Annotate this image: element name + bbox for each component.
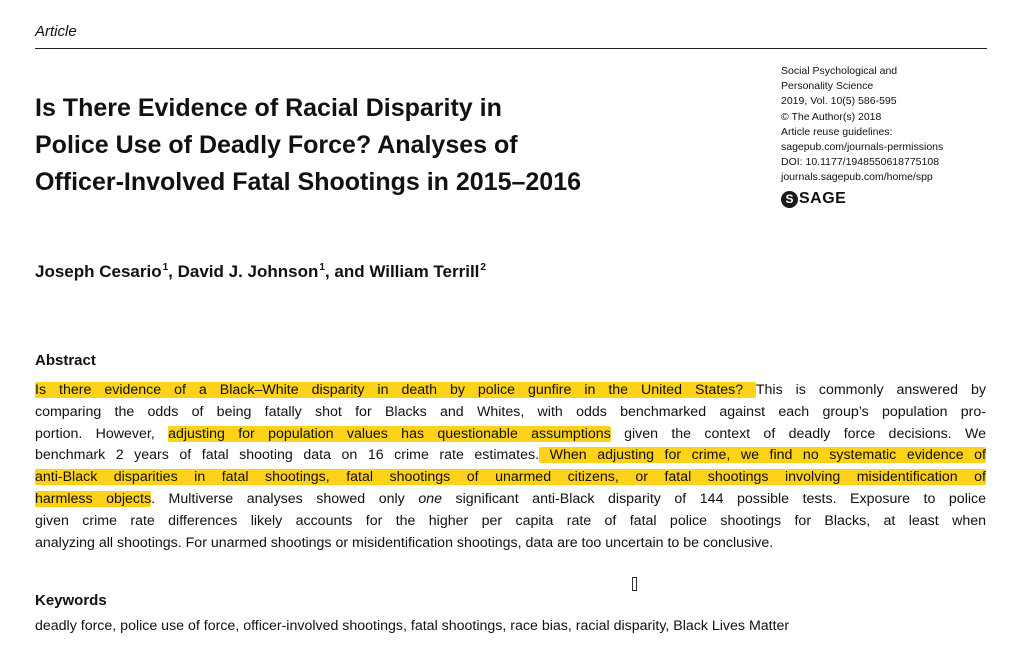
title-line: Officer-Involved Fatal Shootings in 2015–2016: [35, 168, 582, 196]
abstract-line: [35, 445, 986, 467]
journal-info-line: sagepub.com/journals-permissions: [781, 141, 944, 154]
journal-info-line: Article reuse guidelines:: [781, 125, 893, 138]
author-name: David J. Johnson: [177, 262, 319, 281]
abstract-line: [35, 467, 986, 489]
highlighted-text: Is there evidence of a Black–White disparity in death by police gunfire in the United States?: [35, 382, 756, 398]
sage-logo-word: SAGE: [799, 190, 847, 207]
abstract-text: given the context of deadly force decisions. We: [610, 425, 986, 442]
author-list: [35, 262, 486, 282]
abstract-text: given crime rate differences likely accounts for the higher per capita rate of fatal police shootings for Blacks, at least when: [35, 512, 986, 529]
author-separator: , and: [324, 262, 370, 281]
journal-info-line: journals.sagepub.com/home/spp: [781, 171, 933, 184]
abstract-body[interactable]: [35, 380, 986, 554]
abstract-text: analyzing all shootings. For unarmed shootings or misidentification shootings, data are too uncertain to be conclusive.: [35, 534, 774, 551]
journal-info-line: Social Psychological and: [781, 65, 898, 77]
text-cursor-icon: [632, 577, 637, 591]
author-name: Joseph Cesario: [35, 262, 162, 281]
title-line: Police Use of Deadly Force? Analyses of: [35, 131, 518, 159]
header-rule: [35, 48, 987, 49]
abstract-text: comparing the odds of being fatally shot for Blacks and Whites, with odds benchmarked against each group’s population pro-: [35, 403, 986, 420]
journal-info-line: Personality Science: [781, 80, 874, 93]
highlighted-text: adjusting for population values has questionable assumptions: [168, 425, 611, 442]
journal-info-line: © The Author(s) 2018: [781, 110, 882, 123]
author-affiliation: 2: [480, 262, 486, 273]
abstract-text: significant anti-Black disparity of 144 possible tests. Exposure to police: [442, 490, 986, 507]
highlighted-text: When adjusting for crime, we find no systematic evidence of: [539, 447, 986, 464]
journal-info-line: DOI: 10.1177/1948550618775108: [781, 156, 940, 169]
highlighted-text: harmless objects: [35, 490, 152, 507]
author-affiliation: 1: [319, 262, 325, 273]
abstract-heading: Abstract: [35, 352, 96, 369]
journal-info: [781, 64, 996, 186]
author-affiliation: 1: [162, 262, 169, 273]
keywords-heading: Keywords: [35, 592, 107, 609]
abstract-line: [35, 489, 986, 511]
abstract-text: portion. However,: [35, 425, 169, 442]
abstract-line: [35, 511, 986, 533]
abstract-text: one: [418, 490, 442, 507]
article-type-label: Article: [35, 23, 77, 40]
abstract-text: benchmark 2 years of fatal shooting data on 16 crime rate estimates.: [35, 447, 540, 464]
abstract-text: This is commonly answered by: [755, 382, 986, 398]
article-title: [35, 90, 755, 201]
abstract-line: [35, 533, 986, 555]
abstract-line: [35, 424, 986, 446]
sage-logo: [781, 190, 846, 208]
highlighted-text: anti-Black disparities in fatal shootings, fatal shootings of unarmed citizens, or fatal shootings involving misidentification of: [35, 469, 986, 486]
author-separator: ,: [168, 262, 178, 281]
abstract-text: . Multiverse analyses showed only: [151, 490, 419, 507]
abstract-line: [35, 380, 986, 402]
author-name: William Terrill: [369, 262, 480, 281]
title-line: Is There Evidence of Racial Disparity in: [35, 94, 502, 122]
sage-logo-icon: S: [781, 191, 798, 208]
journal-info-line: 2019, Vol. 10(5) 586-595: [781, 95, 897, 108]
keywords-text: deadly force, police use of force, officer-involved shootings, fatal shootings, race bias, racial disparity, Black Lives Matter: [35, 618, 790, 634]
abstract-line: [35, 402, 986, 424]
